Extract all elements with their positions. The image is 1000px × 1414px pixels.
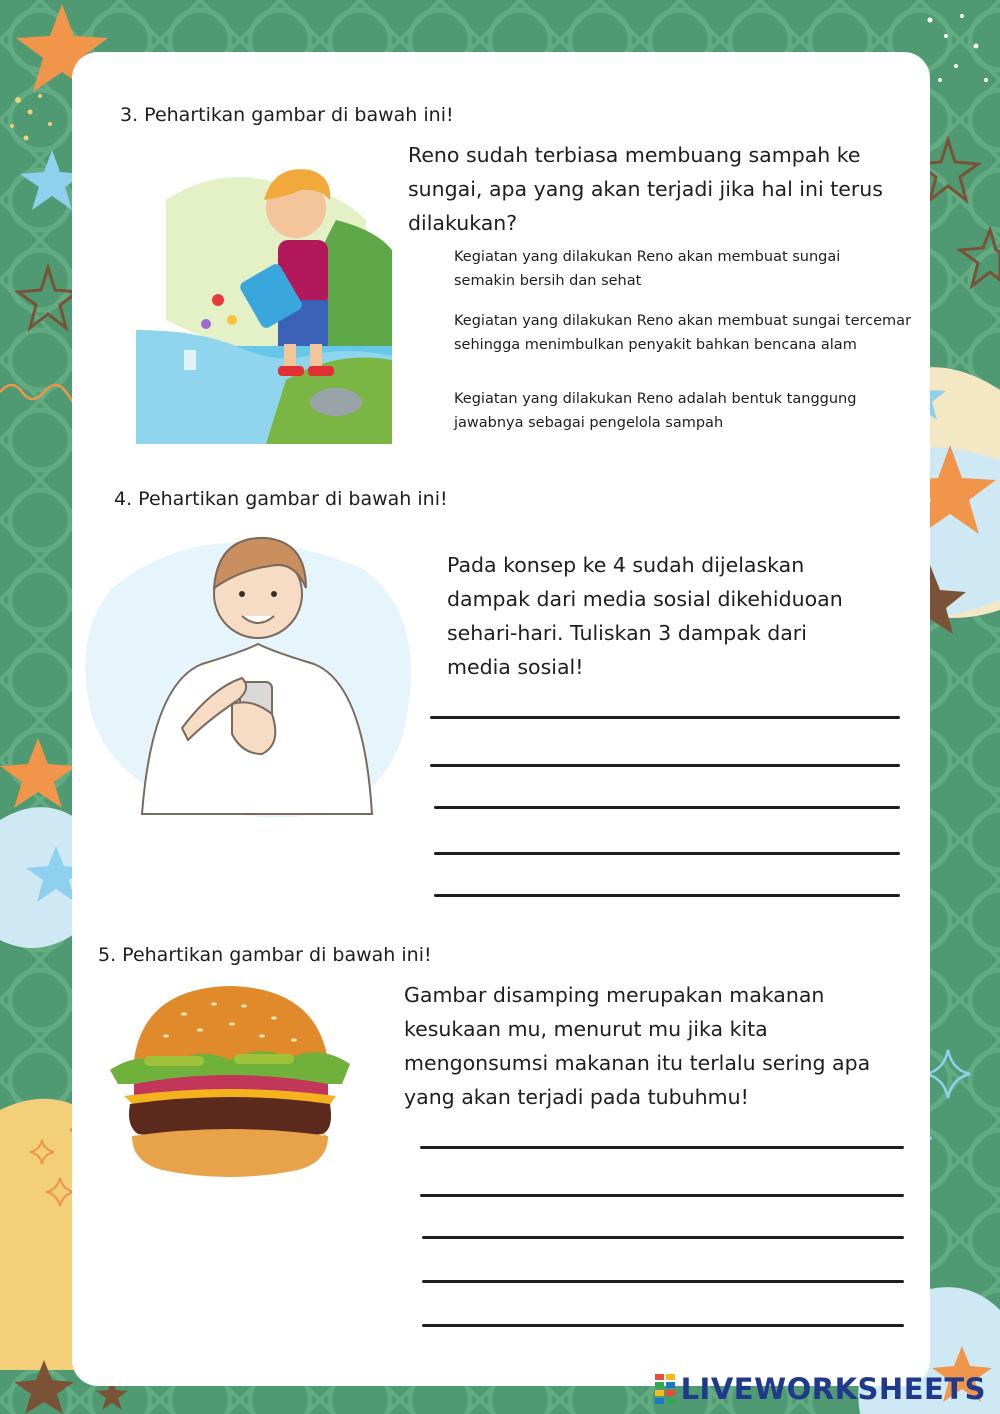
star-icon <box>0 738 76 808</box>
question-4-answer-input-3[interactable] <box>434 774 900 806</box>
question-5-answer-input-5[interactable] <box>422 1292 904 1324</box>
question-3-option-1[interactable]: Kegiatan yang dilakukan Reno akan membuat sungai semakin bersih dan sehat <box>454 249 841 289</box>
answer-line <box>430 716 900 719</box>
brand-name: LIVEWORKSHEETS <box>680 1372 986 1406</box>
man-phone-illustration <box>82 528 420 818</box>
question-3-text: Reno sudah terbiasa membuang sampah ke sungai, apa yang akan terjadi jika hal ini terus dilakukan? <box>408 143 883 235</box>
star-icon <box>14 1360 74 1414</box>
question-4-answer-input-2[interactable] <box>434 732 900 764</box>
question-5-text: Gambar disamping merupakan makanan kesukaan mu, menurut mu jika kita mengonsumsi makanan itu terlalu sering apa yang akan terjadi pada tubuhmu! <box>404 983 871 1109</box>
question-5-answer-input-2[interactable] <box>422 1162 904 1194</box>
liveworksheets-logo-icon <box>655 1374 675 1404</box>
sparkle-icon <box>46 1178 74 1206</box>
question-3-option-2[interactable]: Kegiatan yang dilakukan Reno akan membuat sungai tercemar sehingga menimbulkan penyakit bahkan bencana alam <box>454 313 912 353</box>
answer-line <box>422 1324 904 1327</box>
answer-line <box>422 1280 904 1283</box>
liveworksheets-logo[interactable] <box>655 1372 986 1406</box>
answer-line <box>434 852 900 855</box>
answer-line <box>420 1194 904 1197</box>
question-3-title: 3. Pehartikan gambar di bawah ini! <box>120 104 454 126</box>
sparkle-icon <box>926 1050 970 1098</box>
answer-line <box>420 1146 904 1149</box>
answer-line <box>434 894 900 897</box>
answer-line <box>422 1236 904 1239</box>
question-5-title: 5. Pehartikan gambar di bawah ini! <box>98 944 432 966</box>
question-5-answer-input-3[interactable] <box>422 1204 904 1236</box>
question-4-title: 4. Pehartikan gambar di bawah ini! <box>114 488 448 510</box>
question-5-answer-input-4[interactable] <box>422 1248 904 1280</box>
question-4-text: Pada konsep ke 4 sudah dijelaskan dampak dari media sosial dikehiduoan sehari-hari. Tuliskan 3 dampak dari media sosial! <box>447 553 843 679</box>
question-4-answer-input-5[interactable] <box>434 862 900 894</box>
star-icon <box>18 268 78 328</box>
answer-line <box>430 764 900 767</box>
question-4-answer-input-4[interactable] <box>434 820 900 852</box>
star-icon <box>960 230 1000 286</box>
boy-trash-illustration <box>136 160 392 444</box>
sparkle-icon <box>30 1140 54 1164</box>
question-4-answer-input-1[interactable] <box>434 684 900 716</box>
dots-decoration <box>10 94 52 141</box>
dots-decoration <box>928 14 989 82</box>
question-3-option-3[interactable]: Kegiatan yang dilakukan Reno adalah bentuk tanggung jawabnya sebagai pengelola sampah <box>454 391 857 431</box>
question-5-answer-input-1[interactable] <box>422 1114 904 1146</box>
answer-line <box>434 806 900 809</box>
burger-illustration <box>104 984 356 1178</box>
